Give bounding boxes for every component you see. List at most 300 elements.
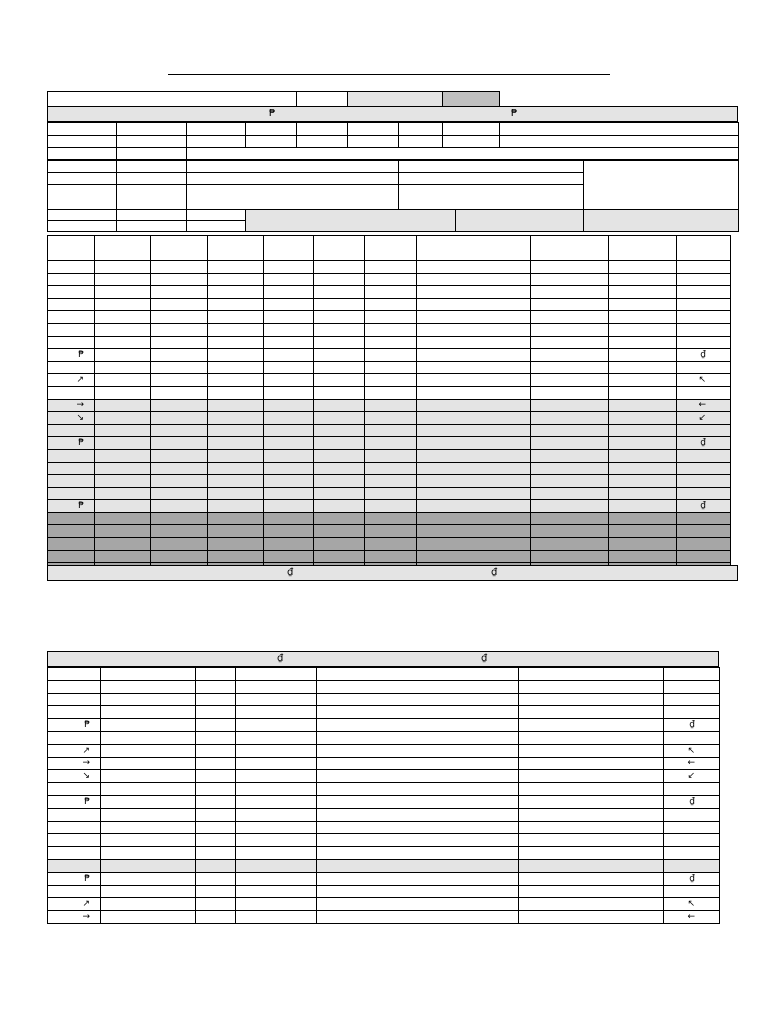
row-left-mark[interactable] [48,525,95,538]
table-cell[interactable] [317,808,519,821]
row-right-mark[interactable] [677,550,731,563]
row-right-mark[interactable] [664,847,720,860]
table-cell[interactable] [95,298,151,311]
table-cell[interactable] [609,512,677,525]
table-cell[interactable] [151,412,208,425]
table-cell[interactable] [101,757,196,770]
table-cell[interactable] [417,525,531,538]
table-cell[interactable] [609,399,677,412]
form-cell-wide[interactable] [187,148,739,160]
table-cell[interactable] [519,744,664,757]
table-cell[interactable] [365,500,417,513]
table-cell[interactable] [519,795,664,808]
row-right-mark[interactable] [664,783,720,796]
form-cell[interactable] [117,148,187,160]
table-cell[interactable] [417,412,531,425]
table-cell[interactable] [101,744,196,757]
table-cell[interactable] [314,336,365,349]
table-cell[interactable] [609,449,677,462]
table-cell[interactable] [531,475,609,488]
table-cell[interactable] [317,693,519,706]
table-cell[interactable] [264,386,314,399]
row-left-mark[interactable] [48,449,95,462]
table-cell[interactable] [264,462,314,475]
table-cell[interactable] [236,706,317,719]
table-cell[interactable] [317,668,519,681]
table-cell[interactable] [365,298,417,311]
table-cell[interactable] [531,374,609,387]
table-cell[interactable] [101,706,196,719]
row-right-mark[interactable] [677,386,731,399]
table-cell[interactable] [365,437,417,450]
table-cell[interactable] [609,374,677,387]
row-left-mark[interactable] [48,475,95,488]
row-left-mark[interactable] [48,821,101,834]
table-cell[interactable] [317,859,519,872]
table-cell[interactable] [314,374,365,387]
row-left-mark[interactable] [48,668,101,681]
table-cell[interactable] [95,336,151,349]
table-cell[interactable] [264,550,314,563]
table-cell[interactable] [317,770,519,783]
table-cell[interactable] [95,286,151,299]
table-cell[interactable] [314,525,365,538]
form-cell[interactable] [48,136,117,148]
table-cell[interactable] [531,399,609,412]
table-cell[interactable] [531,323,609,336]
table-cell[interactable] [365,424,417,437]
table-cell[interactable] [609,349,677,362]
table-cell[interactable] [365,273,417,286]
row-left-mark[interactable]: → [48,911,101,924]
table-cell[interactable] [208,437,264,450]
form-cell[interactable] [500,123,739,136]
table-cell[interactable] [317,834,519,847]
row-right-mark[interactable] [677,298,731,311]
table-cell[interactable] [417,286,531,299]
table-cell[interactable] [264,424,314,437]
table-cell[interactable] [519,693,664,706]
form-cell[interactable] [443,92,500,107]
table-cell[interactable] [264,273,314,286]
table-cell[interactable] [519,821,664,834]
table-cell[interactable] [314,286,365,299]
table-cell[interactable] [609,336,677,349]
form-cell[interactable] [117,210,187,221]
form-cell[interactable] [297,136,348,148]
table-cell[interactable] [314,437,365,450]
table-cell[interactable] [314,261,365,274]
table-cell[interactable] [314,412,365,425]
table-cell[interactable] [208,311,264,324]
table-cell[interactable] [196,821,236,834]
table-cell[interactable] [196,770,236,783]
row-left-mark[interactable] [48,361,95,374]
row-right-mark[interactable] [677,462,731,475]
table-cell[interactable] [95,487,151,500]
row-right-mark[interactable] [664,693,720,706]
form-cell[interactable] [443,136,500,148]
row-left-mark[interactable] [48,783,101,796]
row-left-mark[interactable] [48,808,101,821]
table-cell[interactable] [208,361,264,374]
table-cell[interactable] [609,261,677,274]
form-cell[interactable] [117,161,187,173]
table-cell[interactable] [531,311,609,324]
table-cell[interactable] [151,399,208,412]
table-cell[interactable] [101,795,196,808]
row-left-mark[interactable]: ₱ [48,872,101,885]
form-cell[interactable] [187,221,246,232]
table-cell[interactable] [196,680,236,693]
form-cell[interactable] [399,185,584,210]
table-cell[interactable] [208,261,264,274]
table-cell[interactable] [609,462,677,475]
table-cell[interactable] [609,437,677,450]
table-cell[interactable] [609,386,677,399]
table-cell[interactable] [151,374,208,387]
table-cell[interactable] [264,487,314,500]
table-cell[interactable] [519,872,664,885]
table-cell[interactable] [531,538,609,551]
table-cell[interactable] [417,349,531,362]
table-cell[interactable] [417,399,531,412]
table-cell[interactable] [531,349,609,362]
form-cell[interactable] [48,185,117,210]
table-cell[interactable] [317,744,519,757]
table-cell[interactable] [317,885,519,898]
form-cell[interactable] [187,136,246,148]
table-cell[interactable] [236,719,317,732]
table-cell[interactable] [317,731,519,744]
table-cell[interactable] [609,500,677,513]
table-cell[interactable] [264,336,314,349]
table-cell[interactable] [208,550,264,563]
table-cell[interactable] [314,500,365,513]
table-cell[interactable] [264,311,314,324]
form-cell[interactable] [117,136,187,148]
form-note-box[interactable] [584,161,739,210]
table-cell[interactable] [314,462,365,475]
table-cell[interactable] [236,872,317,885]
table-cell[interactable] [609,286,677,299]
row-right-mark[interactable] [664,859,720,872]
row-right-mark[interactable] [677,487,731,500]
row-right-mark[interactable]: ↖ [677,374,731,387]
row-right-mark[interactable] [677,311,731,324]
row-right-mark[interactable]: ₫ [677,437,731,450]
row-right-mark[interactable] [664,668,720,681]
table-cell[interactable] [208,412,264,425]
form-cell[interactable] [187,173,399,185]
row-right-mark[interactable] [677,286,731,299]
row-left-mark[interactable]: ₱ [48,349,95,362]
table-cell[interactable] [151,475,208,488]
table-cell[interactable] [531,336,609,349]
row-right-mark[interactable]: ← [677,399,731,412]
table-cell[interactable] [208,512,264,525]
table-cell[interactable] [317,680,519,693]
table-cell[interactable] [417,437,531,450]
table-cell[interactable] [365,462,417,475]
row-right-mark[interactable] [664,731,720,744]
form-cell[interactable] [500,136,739,148]
form-cell[interactable] [399,173,584,185]
table-cell[interactable] [208,500,264,513]
table-cell[interactable] [208,336,264,349]
table-cell[interactable] [95,500,151,513]
table-cell[interactable] [95,437,151,450]
row-left-mark[interactable] [48,298,95,311]
row-left-mark[interactable] [48,859,101,872]
row-right-mark[interactable]: ₫ [677,349,731,362]
table-cell[interactable] [101,859,196,872]
table-cell[interactable] [264,412,314,425]
row-right-mark[interactable] [677,273,731,286]
table-cell[interactable] [196,706,236,719]
table-cell[interactable] [151,361,208,374]
table-cell[interactable] [196,911,236,924]
table-cell[interactable] [264,286,314,299]
row-right-mark[interactable]: ↙ [664,770,720,783]
table-cell[interactable] [531,386,609,399]
table-cell[interactable] [609,475,677,488]
form-cell[interactable] [297,92,348,107]
table-cell[interactable] [317,795,519,808]
table-cell[interactable] [519,783,664,796]
row-right-mark[interactable] [677,323,731,336]
table-cell[interactable] [264,475,314,488]
table-cell[interactable] [151,336,208,349]
table-cell[interactable] [208,323,264,336]
table-cell[interactable] [236,693,317,706]
table-cell[interactable] [95,349,151,362]
table-cell[interactable] [609,487,677,500]
row-left-mark[interactable]: ↘ [48,770,101,783]
table-cell[interactable] [264,500,314,513]
table-cell[interactable] [101,783,196,796]
table-cell[interactable] [95,374,151,387]
form-cell[interactable] [399,123,443,136]
table-cell[interactable] [101,693,196,706]
table-cell[interactable] [196,872,236,885]
row-right-mark[interactable] [677,475,731,488]
table-cell[interactable] [365,538,417,551]
form-cell[interactable] [48,173,117,185]
table-cell[interactable] [264,298,314,311]
row-right-mark[interactable] [664,821,720,834]
table-cell[interactable] [208,462,264,475]
row-left-mark[interactable] [48,261,95,274]
table-cell[interactable] [264,349,314,362]
table-cell[interactable] [365,336,417,349]
table-cell[interactable] [95,475,151,488]
row-left-mark[interactable] [48,311,95,324]
table-cell[interactable] [95,525,151,538]
row-left-mark[interactable] [48,834,101,847]
form-cell[interactable] [246,123,297,136]
table-cell[interactable] [151,261,208,274]
table-cell[interactable] [417,374,531,387]
table-cell[interactable] [519,770,664,783]
table-cell[interactable] [314,449,365,462]
table-cell[interactable] [365,261,417,274]
table-cell[interactable] [365,412,417,425]
table-cell[interactable] [365,525,417,538]
table-cell[interactable] [417,336,531,349]
table-cell[interactable] [417,487,531,500]
table-cell[interactable] [95,386,151,399]
table-cell[interactable] [417,273,531,286]
table-cell[interactable] [531,437,609,450]
table-cell[interactable] [365,449,417,462]
table-cell[interactable] [417,512,531,525]
form-cell[interactable] [48,221,117,232]
table-cell[interactable] [314,487,365,500]
table-cell[interactable] [519,808,664,821]
table-cell[interactable] [609,538,677,551]
table-cell[interactable] [314,538,365,551]
row-right-mark[interactable]: ₫ [664,872,720,885]
table-cell[interactable] [236,744,317,757]
table-cell[interactable] [208,399,264,412]
row-right-mark[interactable]: ← [664,757,720,770]
row-right-mark[interactable]: ₫ [664,719,720,732]
table-cell[interactable] [101,808,196,821]
table-cell[interactable] [208,286,264,299]
table-cell[interactable] [519,668,664,681]
table-cell[interactable] [519,706,664,719]
table-cell[interactable] [208,449,264,462]
table-cell[interactable] [531,525,609,538]
row-right-mark[interactable] [677,261,731,274]
table-cell[interactable] [95,412,151,425]
table-cell[interactable] [236,898,317,911]
table-cell[interactable] [519,898,664,911]
table-cell[interactable] [264,437,314,450]
table-cell[interactable] [519,719,664,732]
table-cell[interactable] [151,449,208,462]
table-cell[interactable] [314,512,365,525]
form-cell[interactable] [48,161,117,173]
table-cell[interactable] [101,872,196,885]
table-cell[interactable] [151,323,208,336]
table-cell[interactable] [95,311,151,324]
table-cell[interactable] [101,834,196,847]
row-right-mark[interactable] [664,706,720,719]
table-cell[interactable] [236,808,317,821]
table-cell[interactable] [208,424,264,437]
table-cell[interactable] [95,424,151,437]
table-cell[interactable] [208,525,264,538]
table-cell[interactable] [417,538,531,551]
table-cell[interactable] [317,719,519,732]
table-cell[interactable] [365,323,417,336]
row-left-mark[interactable]: ↗ [48,744,101,757]
table-cell[interactable] [317,898,519,911]
table-cell[interactable] [101,885,196,898]
table-cell[interactable] [101,898,196,911]
row-right-mark[interactable] [664,808,720,821]
table-cell[interactable] [101,847,196,860]
form-cell[interactable] [117,185,187,210]
row-left-mark[interactable] [48,323,95,336]
table-cell[interactable] [95,323,151,336]
row-left-mark[interactable] [48,273,95,286]
form-cell[interactable] [348,136,399,148]
row-left-mark[interactable] [48,487,95,500]
table-cell[interactable] [196,757,236,770]
table-cell[interactable] [264,399,314,412]
table-cell[interactable] [417,475,531,488]
row-left-mark[interactable] [48,731,101,744]
row-left-mark[interactable]: ₱ [48,795,101,808]
table-cell[interactable] [609,298,677,311]
row-right-mark[interactable] [664,885,720,898]
table-cell[interactable] [519,847,664,860]
table-cell[interactable] [95,399,151,412]
table-cell[interactable] [196,808,236,821]
table-cell[interactable] [314,386,365,399]
row-left-mark[interactable] [48,885,101,898]
table-cell[interactable] [151,512,208,525]
form-cell[interactable] [187,123,246,136]
table-cell[interactable] [208,487,264,500]
table-cell[interactable] [151,550,208,563]
table-cell[interactable] [95,361,151,374]
table-cell[interactable] [417,311,531,324]
form-cell[interactable] [48,123,117,136]
table-cell[interactable] [365,399,417,412]
table-cell[interactable] [236,847,317,860]
table-cell[interactable] [609,361,677,374]
table-cell[interactable] [531,412,609,425]
row-left-mark[interactable]: → [48,399,95,412]
table-cell[interactable] [417,500,531,513]
row-left-mark[interactable] [48,424,95,437]
table-cell[interactable] [609,412,677,425]
table-cell[interactable] [196,744,236,757]
table-cell[interactable] [236,795,317,808]
row-right-mark[interactable] [677,538,731,551]
table-cell[interactable] [101,680,196,693]
table-cell[interactable] [95,512,151,525]
table-cell[interactable] [95,462,151,475]
table-cell[interactable] [196,795,236,808]
table-cell[interactable] [236,911,317,924]
table-cell[interactable] [95,261,151,274]
table-cell[interactable] [196,898,236,911]
table-cell[interactable] [314,399,365,412]
table-cell[interactable] [609,323,677,336]
table-cell[interactable] [196,668,236,681]
table-cell[interactable] [365,512,417,525]
table-cell[interactable] [317,872,519,885]
table-cell[interactable] [519,731,664,744]
table-cell[interactable] [314,298,365,311]
form-shaded-cell[interactable] [584,210,739,232]
table-cell[interactable] [101,731,196,744]
table-cell[interactable] [236,668,317,681]
row-right-mark[interactable]: ↖ [664,898,720,911]
table-cell[interactable] [151,437,208,450]
form-cell[interactable] [348,123,399,136]
table-cell[interactable] [314,361,365,374]
table-cell[interactable] [417,323,531,336]
row-right-mark[interactable]: ↙ [677,412,731,425]
table-cell[interactable] [531,449,609,462]
row-left-mark[interactable]: ₱ [48,500,95,513]
